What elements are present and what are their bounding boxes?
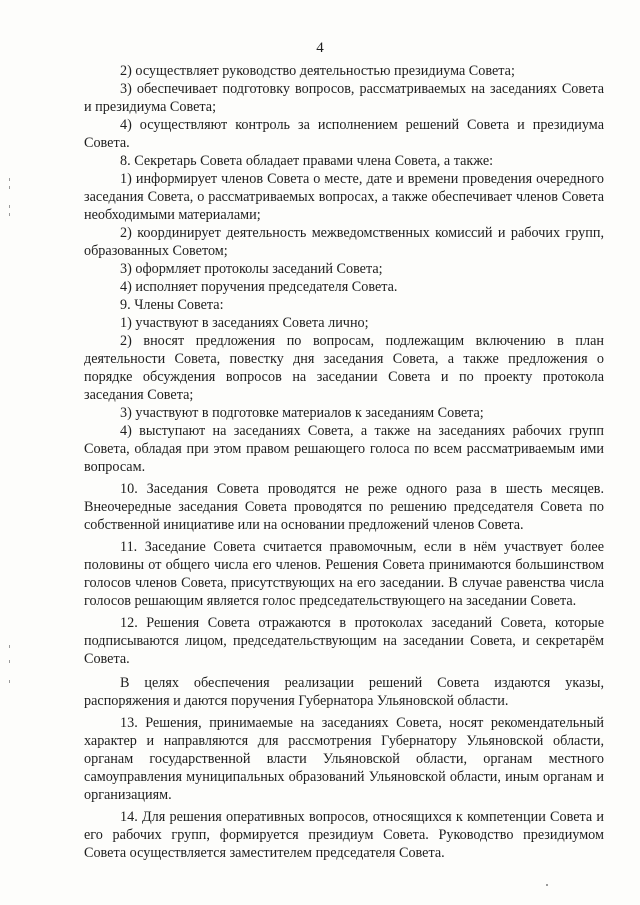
scan-speck <box>9 645 10 648</box>
paragraph: 13. Решения, принимаемые на заседаниях Совета, носят рекомендательный характер и направляются для рассмотрения Губернатору Ульяновской области, органам государственной власти Ульяновской области, органам местного самоуправления муниципальных образований Ульяновской области, иным органам и организациям. <box>84 715 604 803</box>
scan-speck <box>9 186 10 189</box>
paragraph: 10. Заседания Совета проводятся не реже одного раза в шесть месяцев. Внеочередные заседания Совета проводятся по решению председателя Совета по собственной инициативе или на основании предложений членов Совета. <box>84 481 604 533</box>
paragraph: 4) выступают на заседаниях Совета, а также на заседаниях рабочих групп Совета, обладая при этом правом решающего голоса по всем рассматриваемым ими вопросам. <box>84 423 604 475</box>
scan-speck <box>9 660 10 663</box>
paragraph: 3) оформляет протоколы заседаний Совета; <box>120 261 383 277</box>
paragraph: 12. Решения Совета отражаются в протоколах заседаний Совета, которые подписываются лицом, председательствующим на заседании Совета, и секретарём Совета. <box>84 615 604 667</box>
paragraph: 4) осуществляют контроль за исполнением решений Совета и президиума Совета. <box>84 117 604 151</box>
page-number: 4 <box>316 40 324 56</box>
paragraph: 14. Для решения оперативных вопросов, относящихся к компетенции Совета и его рабочих групп, формируется президиум Совета. Руководство президиумом Совета осуществляется заместителем председателя Совета. <box>84 809 604 861</box>
paragraph: 11. Заседание Совета считается правомочным, если в нём участвует более половины от общего числа его членов. Решения Совета принимаются большинством голосов членов Совета, присутствующих на его заседании. В случае равенства числа голосов решающим является голос председательствующего на заседании Совета. <box>84 539 604 609</box>
paragraph: 3) участвуют в подготовке материалов к заседаниям Совета; <box>120 405 484 421</box>
paragraph: 2) координирует деятельность межведомственных комиссий и рабочих групп, образованных Советом; <box>84 225 604 259</box>
paragraph: В целях обеспечения реализации решений Совета издаются указы, распоряжения и даются поручения Губернатора Ульяновской области. <box>84 675 604 709</box>
scan-speck <box>9 213 10 216</box>
paragraph: 1) участвуют в заседаниях Совета лично; <box>120 315 369 331</box>
paragraph: 9. Члены Совета: <box>120 297 224 313</box>
paragraph: 4) исполняет поручения председателя Совета. <box>120 279 398 295</box>
paragraph: 2) осуществляет руководство деятельностью президиума Совета; <box>120 63 515 79</box>
scan-speck <box>9 205 10 208</box>
paragraph: 2) вносят предложения по вопросам, подлежащим включению в план деятельности Совета, повестку дня заседания Совета, а также предложения о порядке обсуждения вопросов на заседании Совета и по проекту протокола заседания Совета; <box>84 333 604 403</box>
paragraph: 3) обеспечивает подготовку вопросов, рассматриваемых на заседаниях Совета и президиума Совета; <box>84 81 604 115</box>
paragraph: 8. Секретарь Совета обладает правами члена Совета, а также: <box>120 153 494 169</box>
scan-speck <box>546 884 548 886</box>
scan-speck <box>9 178 10 181</box>
scan-speck <box>9 680 10 683</box>
document-body <box>84 62 604 862</box>
paragraph: 1) информирует членов Совета о месте, дате и времени проведения очередного заседания Совета, о рассматриваемых вопросах, а также обеспечивает членов Совета необходимыми материалами; <box>84 171 604 223</box>
